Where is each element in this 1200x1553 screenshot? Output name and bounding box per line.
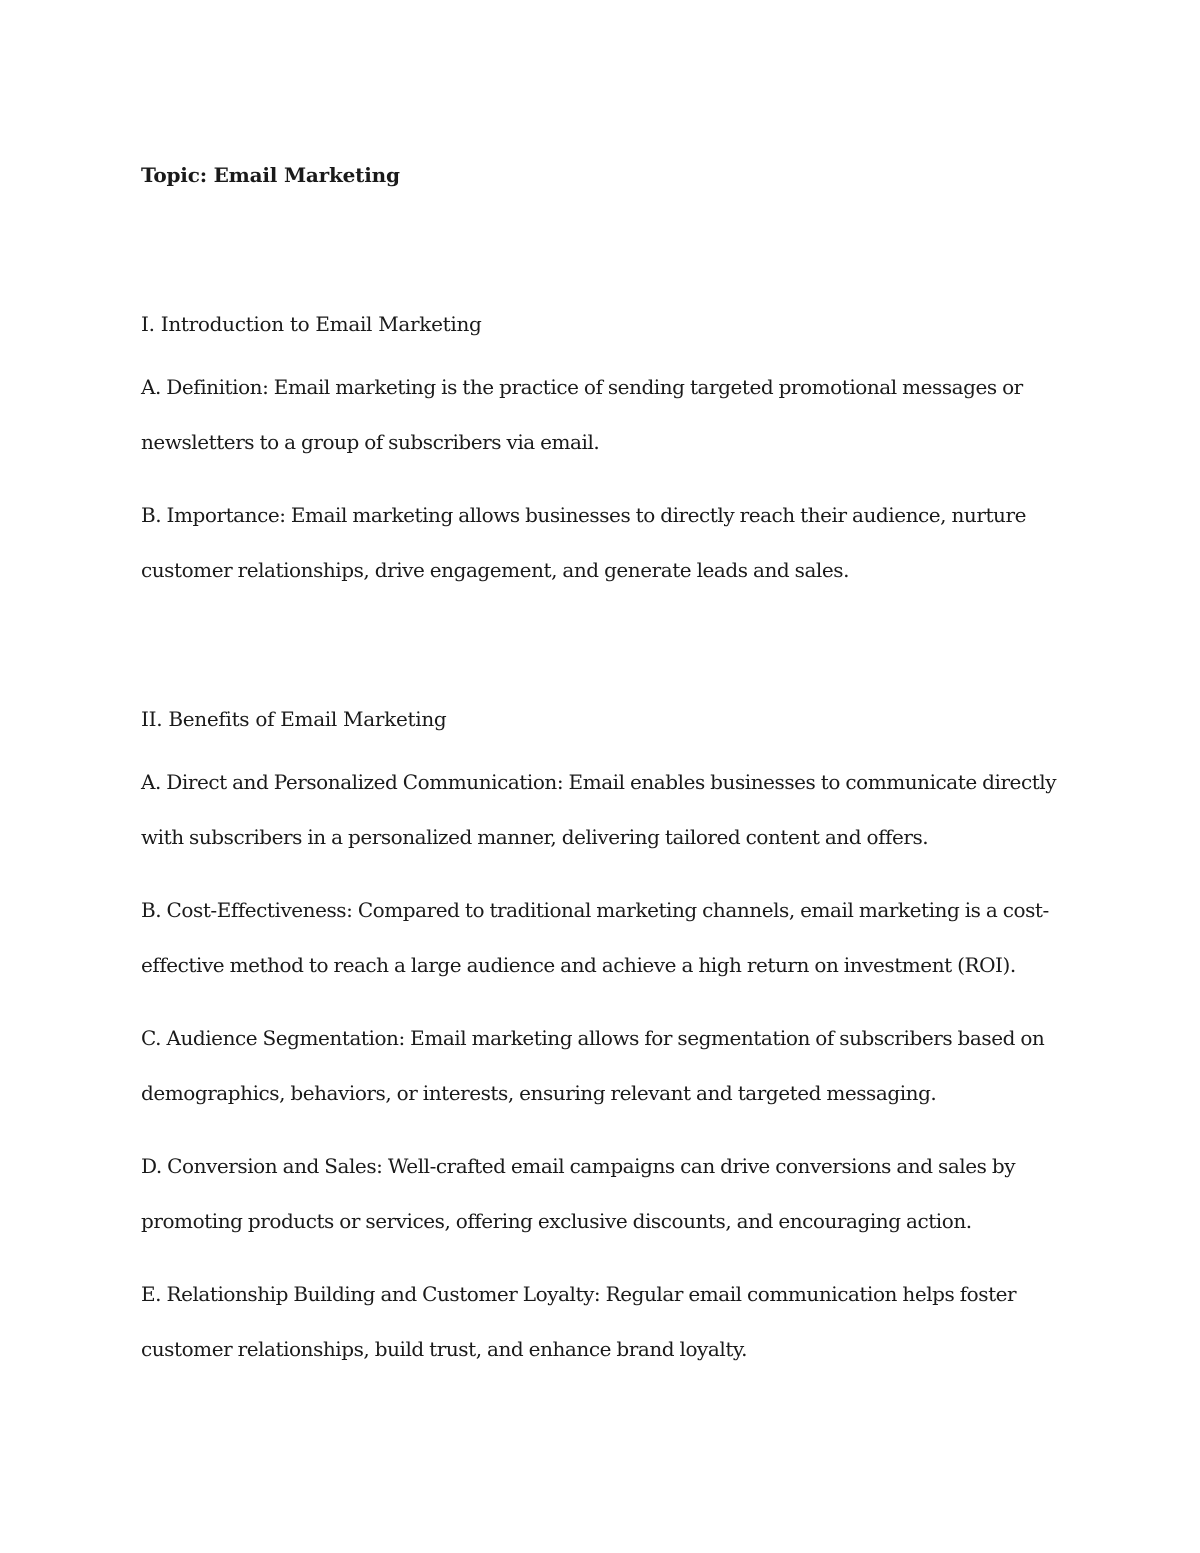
outline-item-cost-effectiveness: B. Cost-Effectiveness: Compared to traditional marketing channels, email marketing is a cost-effective method to reach a large audience and achieve a high return on investment (ROI). <box>141 898 1049 977</box>
section-items-introduction <box>141 360 1061 597</box>
outline-item-importance: B. Importance: Email marketing allows businesses to directly reach their audience, nurture customer relationships, drive engagement, and generate leads and sales. <box>141 503 1026 582</box>
section-heading-introduction: I. Introduction to Email Marketing <box>141 312 482 336</box>
outline-item-direct-communication: A. Direct and Personalized Communication: Email enables businesses to communicate directly with subscribers in a personalized manner, delivering tailored content and offers. <box>141 770 1057 849</box>
section-heading-benefits: II. Benefits of Email Marketing <box>141 707 447 731</box>
document-body <box>141 160 1061 1376</box>
section-items-benefits <box>141 755 1061 1376</box>
outline-item-relationship-loyalty: E. Relationship Building and Customer Loyalty: Regular email communication helps foster customer relationships, build trust, and enhance brand loyalty. <box>141 1282 1017 1361</box>
document-topic-title: Topic: Email Marketing <box>141 163 400 187</box>
outline-item-audience-segmentation: C. Audience Segmentation: Email marketing allows for segmentation of subscribers based on demographics, behaviors, or interests, ensuring relevant and targeted messaging. <box>141 1026 1045 1105</box>
outline-item-conversion-sales: D. Conversion and Sales: Well-crafted email campaigns can drive conversions and sales by promoting products or services, offering exclusive discounts, and encouraging action. <box>141 1154 1016 1233</box>
outline-item-definition: A. Definition: Email marketing is the practice of sending targeted promotional messages or newsletters to a group of subscribers via email. <box>141 375 1023 454</box>
